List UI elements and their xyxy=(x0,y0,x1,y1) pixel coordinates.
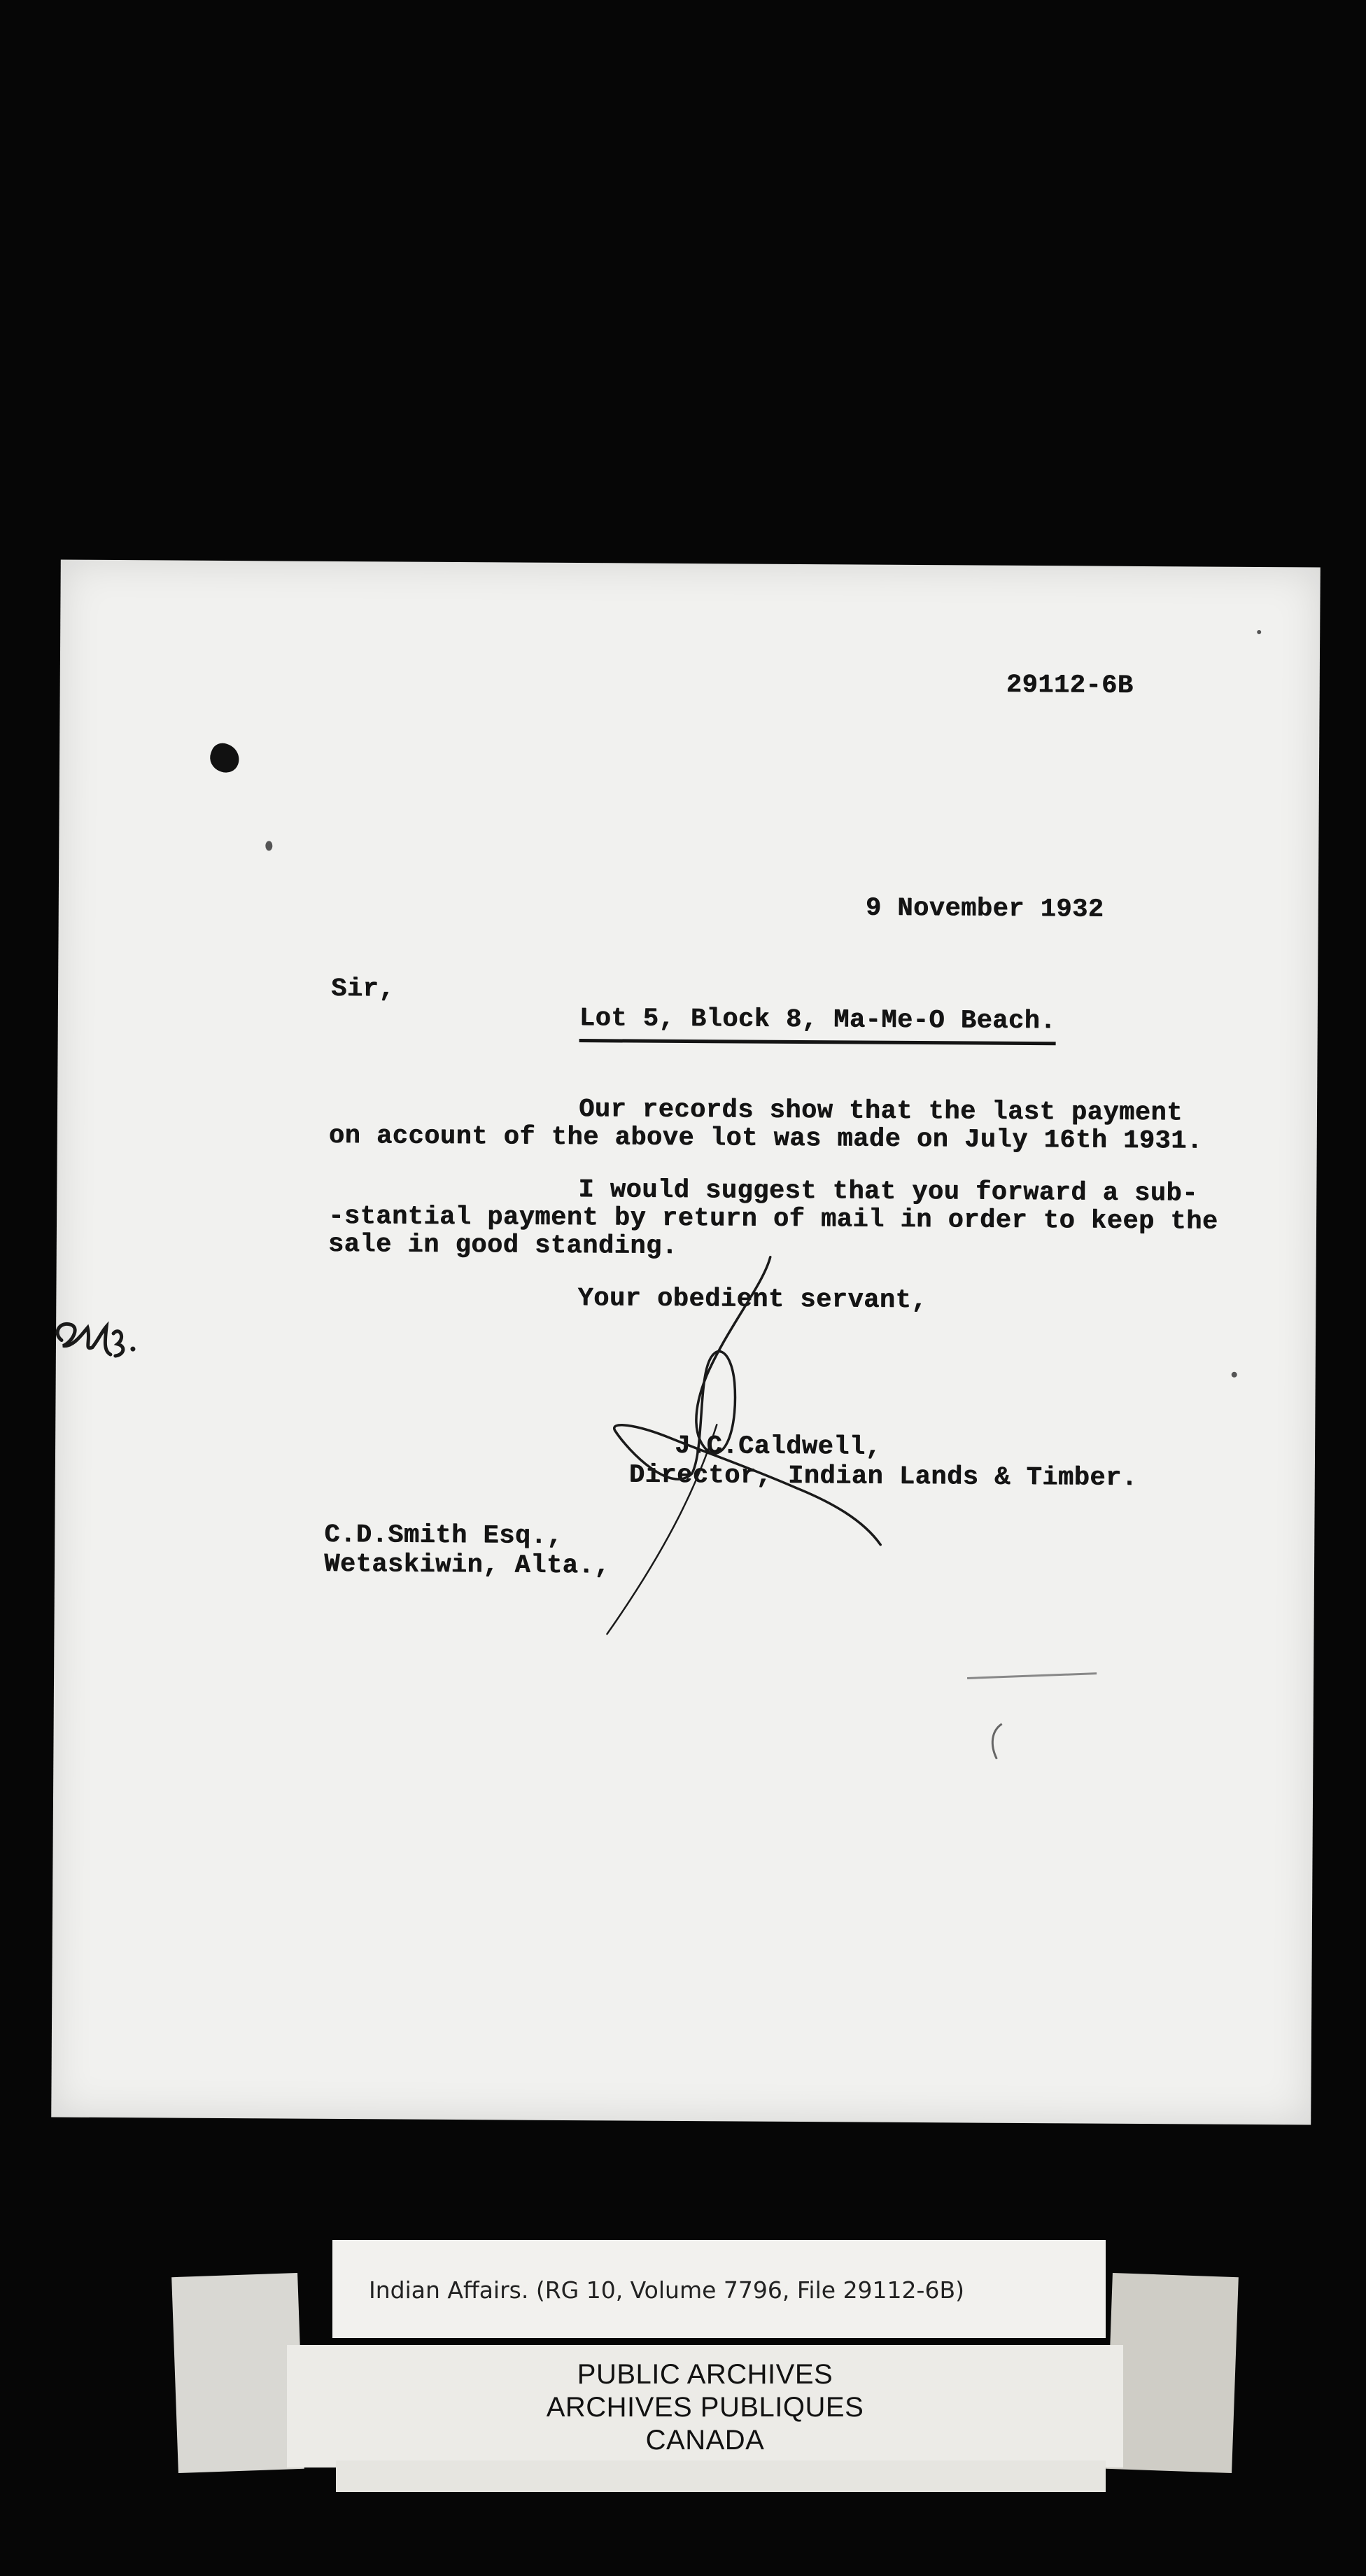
paragraph-1-line-2: on account of the above lot was made on July 16th 1931. xyxy=(328,1121,1203,1156)
salutation: Sir, xyxy=(330,974,395,1004)
paper-speck xyxy=(1232,1372,1237,1378)
stamp-line-3: CANADA xyxy=(645,2425,765,2456)
recipient-name: C.D.Smith Esq., xyxy=(324,1520,563,1551)
archive-label-area xyxy=(0,2226,1366,2520)
stamp-line-1: PUBLIC ARCHIVES xyxy=(577,2359,833,2390)
subject-line: Lot 5, Block 8, Ma-Me-O Beach. xyxy=(579,1004,1056,1045)
archive-stamp xyxy=(287,2345,1123,2468)
recipient-address: Wetaskiwin, Alta., xyxy=(323,1549,610,1581)
handwritten-initials xyxy=(49,1312,147,1368)
pencil-mark xyxy=(964,1664,1104,1693)
paragraph-2-line-3: sale in good standing. xyxy=(328,1229,678,1261)
reference-strip xyxy=(332,2240,1106,2338)
label-lower-strip xyxy=(336,2460,1106,2492)
punch-hole xyxy=(206,740,243,776)
letter-date: 9 November 1932 xyxy=(865,893,1104,925)
signatory-title: Director, Indian Lands & Timber. xyxy=(628,1460,1138,1493)
pencil-mark xyxy=(984,1721,1012,1763)
letter-page xyxy=(51,560,1321,2125)
handwritten-signature xyxy=(586,1242,938,1650)
label-tab-left xyxy=(171,2273,304,2473)
closing: Your obedient servant, xyxy=(577,1284,927,1316)
paragraph-1-line-1: Our records show that the last payment xyxy=(578,1095,1183,1128)
stamp-line-2: ARCHIVES PUBLIQUES xyxy=(546,2392,864,2423)
paper-speck xyxy=(265,841,272,850)
file-number: 29112-6B xyxy=(1006,670,1134,701)
paper-speck xyxy=(1257,630,1261,634)
signatory-name: J.C.Caldwell, xyxy=(674,1431,882,1462)
label-tab-right xyxy=(1106,2273,1239,2473)
paragraph-2-line-2: -stantial payment by return of mail in order to keep the xyxy=(328,1201,1218,1237)
paragraph-2-line-1: I would suggest that you forward a sub- xyxy=(578,1175,1198,1209)
archive-reference: Indian Affairs. (RG 10, Volume 7796, File 29112-6B) xyxy=(369,2276,964,2304)
